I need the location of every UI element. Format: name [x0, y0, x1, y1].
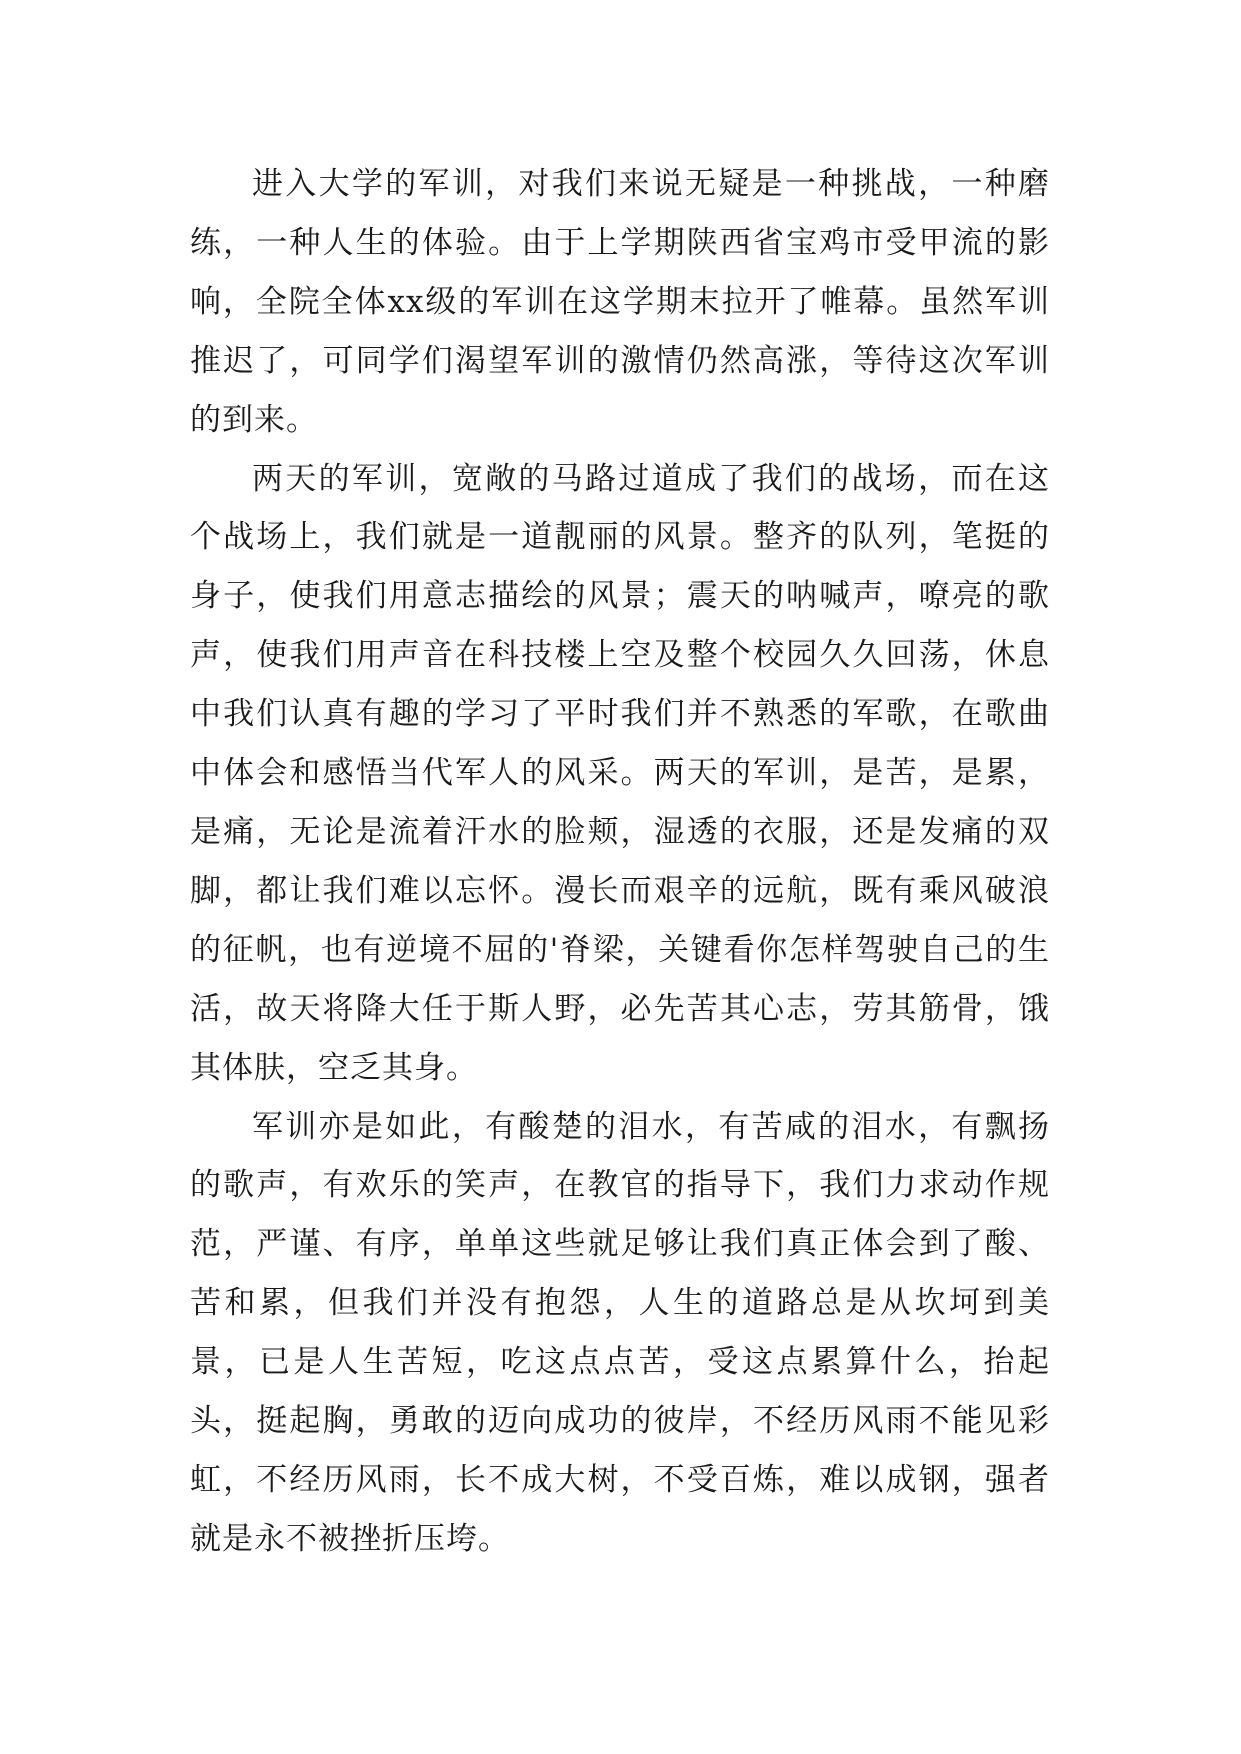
- document-body: [190, 155, 1050, 1569]
- paragraph-1: 进入大学的军训，对我们来说无疑是一种挑战，一种磨练，一种人生的体验。由于上学期陕西省宝鸡市受甲流的影响，全院全体xx级的军训在这学期末拉开了帷幕。虽然军训推迟了，可同学们渴望军训的激情仍然高涨，等待这次军训的到来。: [190, 166, 1050, 438]
- paragraph-3: 军训亦是如此，有酸楚的泪水，有苦咸的泪水，有飘扬的歌声，有欢乐的笑声，在教官的指导下，我们力求动作规范，严谨、有序，单单这些就足够让我们真正体会到了酸、苦和累，但我们并没有抱怨，人生的道路总是从坎坷到美景，已是人生苦短，吃这点点苦，受这点累算什么，抬起头，挺起胸，勇敢的迈向成功的彼岸，不经历风雨不能见彩虹，不经历风雨，长不成大树，不受百炼，难以成钢，强者就是永不被挫折压垮。: [190, 1108, 1050, 1557]
- paragraph-2: 两天的军训，宽敞的马路过道成了我们的战场，而在这个战场上，我们就是一道靓丽的风景。整齐的队列，笔挺的身子，使我们用意志描绘的风景；震天的呐喊声，嘹亮的歌声，使我们用声音在科技楼上空及整个校园久久回荡，休息中我们认真有趣的学习了平时我们并不熟悉的军歌，在歌曲中体会和感悟当代军人的风采。两天的军训，是苦，是累，是痛，无论是流着汗水的脸颊，湿透的衣服，还是发痛的双脚，都让我们难以忘怀。漫长而艰辛的远航，既有乘风破浪的征帆，也有逆境不屈的'脊梁，关键看你怎样驾驶自己的生活，故天将降大任于斯人野，必先苦其心志，劳其筋骨，饿其体肤，空乏其身。: [190, 460, 1050, 1086]
